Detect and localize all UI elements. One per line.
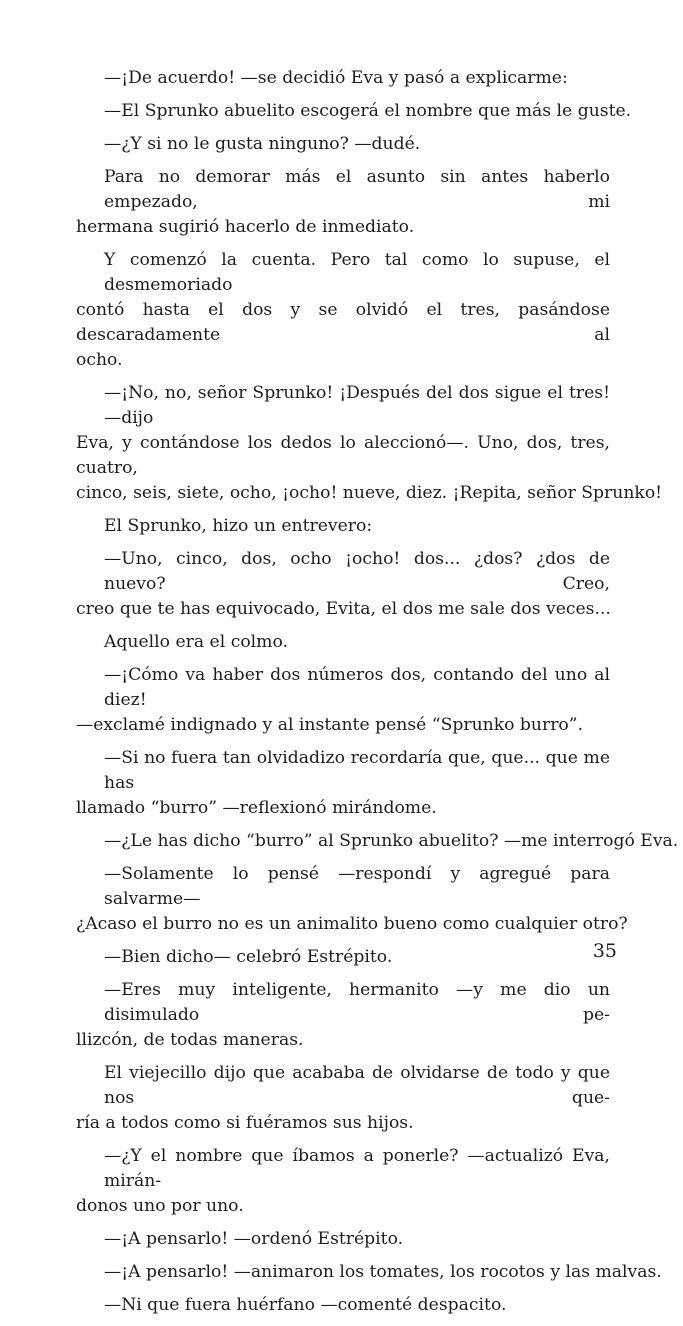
text-line: —¡No, no, señor Sprunko! ¡Después del dos sigue el tres! —dijo [104,383,610,428]
text-line: —El Sprunko abuelito escogerá el nombre que más le guste. [104,101,632,121]
paragraph [76,99,632,124]
text-line: —Ni que fuera huérfano —comenté despacito. [104,1295,507,1315]
paragraph [76,1293,610,1318]
text-line: —Eres muy inteligente, hermanito —y me dio un disimulado pe- [104,980,610,1025]
paragraph [76,1144,610,1219]
text-line: El Sprunko, hizo un entrevero: [104,516,373,536]
paragraph [76,1061,610,1136]
text-line: llizcón, de todas maneras. [76,1030,304,1050]
paragraph [76,248,610,373]
text-line: —Uno, cinco, dos, ocho ¡ocho! dos... ¿dos? ¿dos de nuevo? Creo, [104,549,610,594]
text-line: —¡A pensarlo! —animaron los tomates, los rocotos y las malvas. [104,1262,662,1282]
text-line: —¿Y si no le gusta ninguno? —dudé. [104,134,421,154]
paragraph [76,1260,662,1285]
text-line: —¡Cómo va haber dos números dos, contando del uno al diez! [104,665,610,710]
text-line: El viejecillo dijo que acababa de olvidarse de todo y que nos que- [104,1063,610,1108]
paragraph [76,165,610,240]
text-line: —Si no fuera tan olvidadizo recordaría que, que... que me has [104,748,610,793]
text-line: Aquello era el colmo. [104,632,288,652]
text-line: hermana sugirió hacerlo de inmediato. [76,217,415,237]
paragraph [76,630,610,655]
text-line: creo que te has equivocado, Evita, el dos me sale dos veces... [76,599,611,619]
paragraph [76,945,610,970]
text-line: —¡A pensarlo! —ordenó Estrépito. [104,1229,404,1249]
paragraph [76,132,610,157]
text-line: —Solamente lo pensé —respondí y agregué para salvarme— [104,864,610,909]
paragraph [76,746,610,821]
text-line: —exclamé indignado y al instante pensé “Sprunko burro”. [76,715,584,735]
paragraph [76,862,628,937]
text-line: —¿Y el nombre que íbamos a ponerle? —actualizó Eva, mirán- [104,1146,610,1191]
text-line: ría a todos como si fuéramos sus hijos. [76,1113,414,1133]
text-line: Y comenzó la cuenta. Pero tal como lo supuse, el desmemoriado [104,250,610,295]
text-line: ocho. [76,350,123,370]
text-line: Eva, y contándose los dedos lo aleccionó—. Uno, dos, tres, cuatro, [76,433,610,478]
paragraph [76,829,679,854]
text-line: donos uno por uno. [76,1196,244,1216]
paragraph [76,381,663,506]
paragraph [76,547,610,622]
text-line: Para no demorar más el asunto sin antes haberlo empezado, mi [104,167,610,212]
text-line: contó hasta el dos y se olvidó el tres, pasándose descaradamente al [76,300,610,345]
text-line: —¿Le has dicho “burro” al Sprunko abuelito? —me interrogó Eva. [104,831,679,851]
paragraph [76,978,610,1053]
text-line: cinco, seis, siete, ocho, ¡ocho! nueve, diez. ¡Repita, señor Sprunko! [76,483,663,503]
body-text [76,66,679,1326]
text-line: ¿Acaso el burro no es un animalito bueno como cualquier otro? [76,914,628,934]
paragraph [76,663,610,738]
page-number: 35 [592,940,617,962]
text-line: llamado “burro” —reflexionó mirándome. [76,798,437,818]
paragraph [76,66,610,91]
paragraph [76,1227,610,1252]
text-line: —¡De acuerdo! —se decidió Eva y pasó a explicarme: [104,68,568,88]
text-line: —Bien dicho— celebró Estrépito. [104,947,393,967]
paragraph [76,514,610,539]
